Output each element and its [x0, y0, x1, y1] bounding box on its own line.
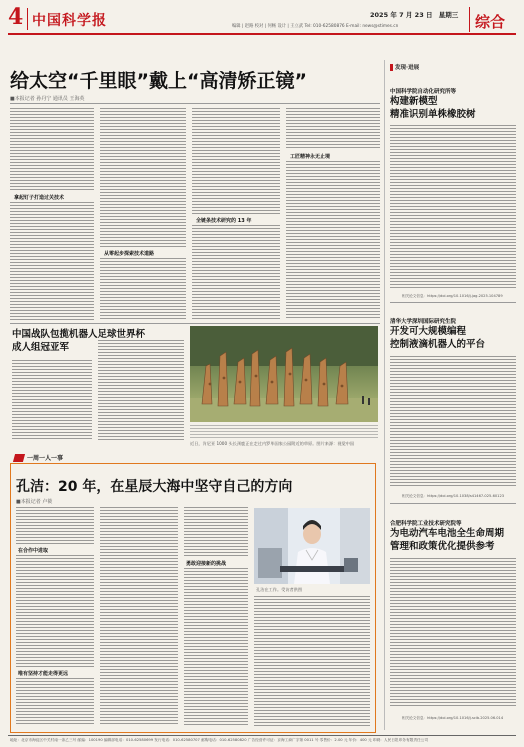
giraffe-herd-image	[190, 326, 378, 422]
sidebar-label-mark	[390, 64, 393, 71]
feature-column-3b	[184, 568, 248, 726]
section-label: 综合	[475, 13, 506, 31]
feature-column-1b	[16, 555, 94, 667]
feature-subhead-3: 唯有坚持才能走得更远	[18, 671, 69, 677]
lead-column-4	[286, 108, 380, 150]
giraffe-caption: 近日，肯尼亚 1000 头长颈鹿正在走过内罗毕国家公园附近的草原。图片来源：视觉中国	[190, 441, 355, 446]
lead-column-2	[100, 108, 186, 248]
feature-headline: 孔洁：20 年，在星辰大海中坚守自己的方向	[16, 479, 293, 495]
sidebar-rule-2	[390, 503, 516, 504]
date-line	[370, 10, 458, 19]
football-column-2	[98, 340, 184, 440]
lead-subhead-2: 从零起步探索技术道路	[104, 251, 155, 257]
football-headline-line1: 中国战队包揽机器人足球世界杯	[12, 329, 146, 340]
feature-photo-caption: 孔洁在工作。受访者供图	[256, 587, 303, 592]
weekday: 星期三	[438, 11, 459, 19]
feature-tag-mark	[13, 454, 25, 462]
lead-column-3b	[192, 225, 280, 320]
feature-byline: ■本报记者 卢筱	[16, 499, 53, 505]
header-divider	[27, 8, 28, 30]
header-rule	[8, 33, 516, 35]
feature-subhead-1: 在合作中进取	[18, 548, 49, 554]
feature-column-1c	[16, 678, 94, 726]
sidebar-item-3-body	[390, 558, 516, 708]
feature-column-2	[100, 507, 178, 726]
sidebar-item-1-kicker: 中国科学院自动化研究所等	[390, 89, 457, 95]
lead-column-1	[10, 108, 94, 190]
sidebar-item-3-kicker: 合肥科学院工业技术研究院等	[390, 521, 462, 527]
lead-subhead-4: 工匠精神永无止境	[290, 154, 331, 160]
sidebar-item-2-kicker: 清华大学深圳国际研究生院	[390, 319, 457, 325]
feature-subhead-2: 勇敢迎接新的挑战	[186, 561, 227, 567]
section-divider	[469, 7, 470, 32]
sidebar-item-1-title-line2: 精准识别单株橡胶树	[390, 109, 476, 120]
sidebar-item-2-title-line1: 开发可大规模编程	[390, 326, 467, 337]
sidebar-item-2-title-line2: 控制液滴机器人的平台	[390, 339, 486, 350]
date: 2025 年 7 月 23 日	[370, 11, 433, 19]
researcher-portrait-image	[254, 508, 370, 584]
sidebar-item-1-title-line1: 构建新模型	[390, 96, 438, 107]
sidebar-rule-1	[390, 302, 516, 303]
masthead: 中国科学报	[32, 13, 107, 29]
sidebar-divider	[384, 60, 385, 730]
lead-column-2b	[100, 258, 186, 320]
sidebar-item-2-source: 相关论文信息：https://doi.org/10.1038/s41467-025-60123	[402, 494, 505, 498]
sidebar-item-1-source: 相关论文信息：https://doi.org/10.1016/j.jag.2025.104789	[402, 294, 503, 298]
feature-tag-label: 一周一人一事	[27, 455, 64, 462]
lead-byline: ■本报记者 孙丹宁 通讯员 王海英	[10, 96, 85, 102]
feature-tag	[14, 453, 80, 463]
footer-rule	[8, 735, 516, 736]
sidebar-item-1-body	[390, 125, 516, 289]
lead-subhead-1: 拿起钉子打造过关技术	[14, 195, 65, 201]
football-column-1	[12, 360, 92, 440]
footer-text: 地址：北京市海淀区中关村南一条乙三号 邮编：100190 编辑部电话：010-62580699 发行电话：010-62580707 邮购电话：010-62580820 广告经营许可证：京海工商广字第 0011 号 零售价：2.00 元 年价：400 元 印刷：人民日报印务有限责任公司	[10, 738, 429, 742]
sidebar-item-3-title-line1: 为电动汽车电池全生命周期	[390, 528, 505, 539]
feature-column-4	[254, 596, 370, 726]
lead-rule	[10, 103, 380, 104]
football-rule	[10, 323, 380, 324]
giraffe-photo	[190, 326, 378, 422]
lead-column-1b	[10, 202, 94, 320]
feature-column-1	[16, 507, 94, 545]
editor-line: 编辑 | 赵路 校对 | 何畅 设计 | 王立武 Tel: 010-62580876 E-mail: news@stimes.cn	[232, 24, 399, 29]
sidebar-label-text: 发现·进展	[395, 65, 420, 71]
feature-photo	[254, 508, 370, 584]
sidebar-item-2-body	[390, 356, 516, 486]
sidebar-item-3-source: 相关论文信息：https://doi.org/10.1016/j.scib.2025.06.014	[402, 716, 504, 720]
sidebar-column-label	[390, 63, 419, 71]
lead-headline: 给太空“千里眼”戴上“高清矫正镜”	[10, 70, 307, 92]
lead-column-3	[192, 108, 280, 214]
lead-subhead-3: 全链条技术研究的 13 年	[196, 218, 252, 224]
giraffe-caption-lines	[190, 425, 378, 439]
page-number: 4	[8, 4, 24, 30]
sidebar-item-3-title-line2: 管理和政策优化提供参考	[390, 541, 495, 552]
feature-column-3	[184, 507, 248, 557]
football-headline-line2: 成人组冠亚军	[12, 342, 70, 353]
lead-column-4b	[286, 161, 380, 320]
